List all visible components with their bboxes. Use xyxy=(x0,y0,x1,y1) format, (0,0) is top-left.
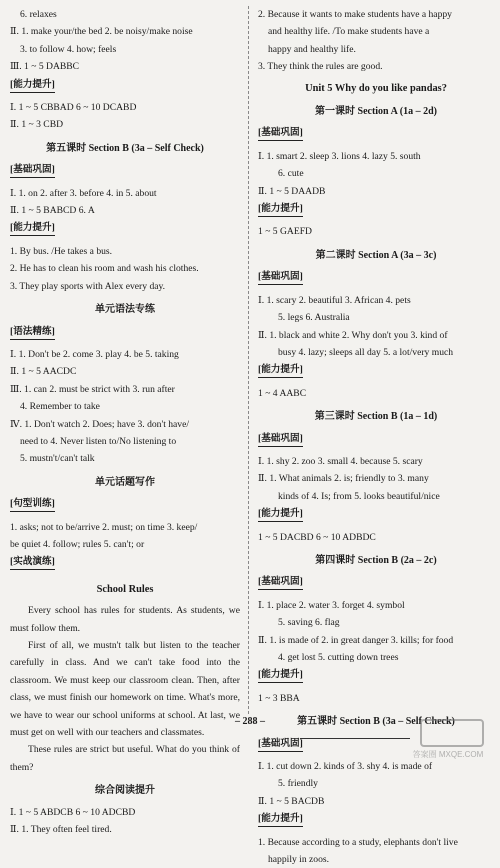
answer-line: Ⅰ. 1. shy 2. zoo 3. small 4. because 5. scary xyxy=(258,455,423,467)
left-top-block xyxy=(10,6,240,134)
answer-line: Ⅲ. 1. can 2. must be strict with 3. run after xyxy=(10,383,175,395)
answer-line: Ⅰ. 1. smart 2. sleep 3. lions 4. lazy 5. south xyxy=(258,150,421,162)
section-heading: 第一课时 Section A (1a – 2d) xyxy=(315,106,437,118)
answer-line: 4. get lost 5. cutting down trees xyxy=(278,652,399,663)
section-heading: 单元话题写作 xyxy=(95,476,155,488)
section-tag: [能力提升] xyxy=(258,668,303,683)
section-tag: [基础巩固] xyxy=(258,432,303,447)
section-heading: 第五课时 Section B (3a – Self Check) xyxy=(297,716,455,728)
answer-line: Ⅳ. 1. Don't watch 2. Does; have 3. don't have/ xyxy=(10,418,190,430)
answer-line: 3. They play sports with Alex every day. xyxy=(10,280,166,292)
section-tag: [基础巩固] xyxy=(258,575,303,590)
answer-line: need to 4. Never listen to/No listening to xyxy=(20,435,177,447)
section-tag: [能力提升] xyxy=(258,202,303,217)
section-tag: [能力提升] xyxy=(10,221,55,236)
answer-line: 1. asks; not to be/arrive 2. must; on time 3. keep/ xyxy=(10,521,198,533)
answer-line: Ⅰ. 1 ~ 5 ABDCB 6 ~ 10 ADCBD xyxy=(10,806,136,818)
footer-rule xyxy=(300,738,410,739)
logo-icon xyxy=(420,719,484,747)
answer-line: Ⅱ. 1 ~ 5 AACDC xyxy=(10,366,77,378)
answer-line: Ⅰ. 1. scary 2. beautiful 3. African 4. pets xyxy=(258,294,411,306)
unit-title: Unit 5 Why do you like pandas? xyxy=(305,82,447,94)
section-tag: [能力提升] xyxy=(258,507,303,522)
reading-block xyxy=(10,804,240,839)
section-tag: [能力提升] xyxy=(258,812,303,827)
watermark-logo xyxy=(402,719,494,759)
answer-line: busy 4. lazy; sleeps all day 5. a lot/very much xyxy=(278,346,454,358)
answer-line: Ⅱ. 1. make your/the bed 2. be noisy/make noise xyxy=(10,26,193,38)
answer-line: Ⅱ. 1. What animals 2. is; friendly to 3. many xyxy=(258,473,429,485)
answer-line: Ⅰ. 1. cut down 2. kinds of 3. shy 4. is made of xyxy=(258,761,433,773)
answer-line: 3. to follow 4. how; feels xyxy=(20,43,117,55)
section-heading: 第四课时 Section B (2a – 2c) xyxy=(315,554,437,566)
essay-paragraph: These rules are strict but useful. What do you think of them? xyxy=(10,744,240,773)
answer-line: 5. mustn't/can't talk xyxy=(20,453,95,465)
answer-line: Ⅲ. 1 ~ 5 DABBC xyxy=(10,61,80,73)
section-heading: 第三课时 Section B (1a – 1d) xyxy=(314,411,438,423)
answer-line: 1 ~ 5 DACBD 6 ~ 10 ADBDC xyxy=(258,531,376,543)
essay-paragraph: First of all, we mustn't talk but listen to the teacher carefully in class. And we can't take food into the classroom. We must keep our classroom clean. Then, after class, we must finish our homework on time. What's more, we have to wear our school uniforms at school. At last, we must get on well with our teachers and classmates. xyxy=(10,640,240,739)
answer-line: Ⅰ. 1. on 2. after 3. before 4. in 5. about xyxy=(10,187,157,199)
answer-line: 5. friendly xyxy=(278,778,318,790)
right-top-block xyxy=(258,6,494,76)
section-heading: 第二课时 Section A (3a – 3c) xyxy=(315,249,437,261)
answer-line: Ⅱ. 1 ~ 3 CBD xyxy=(10,119,64,131)
answer-line: 1. Because according to a study, elephants don't live xyxy=(258,836,458,848)
section-heading: 第五课时 Section B (3a – Self Check) xyxy=(46,142,204,154)
answer-line: 1 ~ 4 AABC xyxy=(258,387,307,399)
column-divider xyxy=(248,6,249,714)
answer-line: 1. By bus. /He takes a bus. xyxy=(10,245,113,257)
answer-line: 5. legs 6. Australia xyxy=(278,312,350,324)
answer-line: 6. cute xyxy=(278,168,304,180)
section-tag: [能力提升] xyxy=(258,363,303,378)
lesson1-block xyxy=(258,124,494,240)
section-heading: 综合阅读提升 xyxy=(95,785,155,797)
answer-line: Ⅱ. 1. is made of 2. in great danger 3. kills; for food xyxy=(258,634,454,646)
answer-line: 2. Because it wants to make students have a happy xyxy=(258,9,452,20)
answer-line: Ⅱ. 1. They often feel tired. xyxy=(10,824,112,836)
answer-line: 1 ~ 5 GAEFD xyxy=(258,226,312,238)
writing-block xyxy=(10,495,240,577)
answer-line: kinds of 4. Is; from 5. looks beautiful/nice xyxy=(278,490,440,502)
page-number: – 288 – xyxy=(235,716,265,727)
section-tag: [基础巩固] xyxy=(258,270,303,285)
grammar-block xyxy=(10,323,240,468)
section-tag: [基础巩固] xyxy=(258,737,303,752)
essay-paragraph: Every school has rules for students. As students, we must follow them. xyxy=(10,605,240,634)
lesson4-block xyxy=(258,573,494,707)
answer-line: 4. Remember to take xyxy=(20,401,100,413)
section-tag: [能力提升] xyxy=(10,78,55,93)
essay xyxy=(10,602,240,776)
section5-block xyxy=(10,161,240,295)
answer-line: Ⅱ. 1 ~ 5 BACDB xyxy=(258,795,325,807)
section-tag: [句型训练] xyxy=(10,497,55,512)
section-tag: [语法精练] xyxy=(10,325,55,340)
answer-line: Ⅱ. 1. black and white 2. Why don't you 3. kind of xyxy=(258,329,448,341)
answer-line: 6. relaxes xyxy=(20,9,57,20)
answer-line: 3. They think the rules are good. xyxy=(258,61,383,73)
answer-line: Ⅰ. 1. Don't be 2. come 3. play 4. be 5. taking xyxy=(10,348,179,360)
lesson2-block xyxy=(258,268,494,402)
answer-line: Ⅰ. 1 ~ 5 CBBAD 6 ~ 10 DCABD xyxy=(10,102,137,114)
answer-line: Ⅱ. 1 ~ 5 BABCD 6. A xyxy=(10,205,95,217)
answer-line: 5. saving 6. flag xyxy=(278,617,340,629)
lesson3-block xyxy=(258,430,494,546)
answer-line: and healthy life. /To make students have a xyxy=(268,26,430,38)
answer-line: be quiet 4. follow; rules 5. can't; or xyxy=(10,538,145,550)
section-tag: [基础巩固] xyxy=(258,126,303,141)
watermark-text: 答案圈 MXQE.COM xyxy=(412,750,484,759)
answer-line: Ⅰ. 1. place 2. water 3. forget 4. symbol xyxy=(258,599,405,611)
answer-line: Ⅱ. 1 ~ 5 DAADB xyxy=(258,185,326,197)
answer-line: happily in zoos. xyxy=(268,854,330,866)
section-tag: [实战演练] xyxy=(10,555,55,570)
essay-title: School Rules xyxy=(96,583,154,595)
answer-line: 1 ~ 3 BBA xyxy=(258,692,300,704)
answer-line: happy and healthy life. xyxy=(268,43,356,55)
section-heading: 单元语法专练 xyxy=(95,304,155,316)
left-column xyxy=(10,6,240,838)
answer-line: 2. He has to clean his room and wash his clothes. xyxy=(10,263,199,275)
section-tag: [基础巩固] xyxy=(10,163,55,178)
